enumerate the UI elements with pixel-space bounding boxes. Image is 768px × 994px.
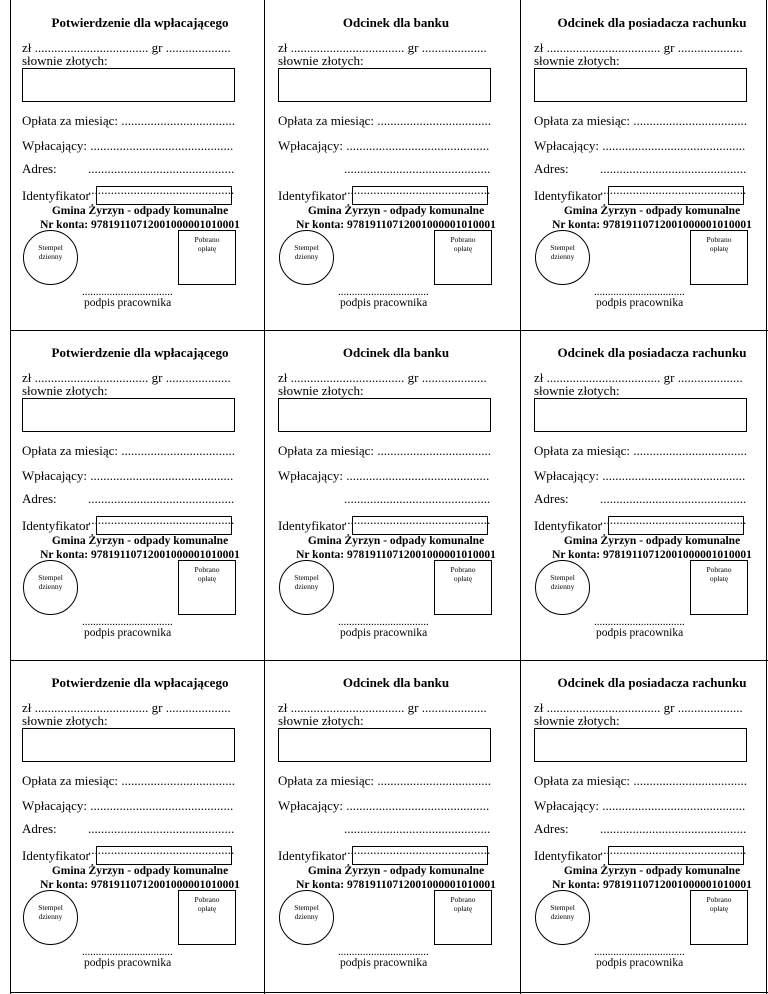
payment-coupon	[22, 330, 258, 660]
fee-collected-label-line: Pobrano	[194, 565, 220, 574]
signature-line: .................................	[594, 286, 685, 298]
address-line-2: .............................................	[344, 842, 491, 857]
payer-line: Wpłacający: ............................................	[278, 138, 490, 153]
monthly-fee-line: Opłata za miesiąc: ...................................	[534, 773, 748, 788]
payer-line: Wpłacający: ............................................	[22, 468, 234, 483]
amount-line: zł ................................... gr ....................	[534, 370, 743, 385]
account-number: Nr konta: 97819110712001000001010001	[40, 879, 240, 891]
amount-in-words-label: słownie złotych:	[278, 383, 364, 398]
fee-collected-box	[434, 560, 492, 615]
amount-in-words-field[interactable]	[22, 68, 235, 102]
account-number: Nr konta: 97819110712001000001010001	[296, 879, 496, 891]
address-line-1: .............................................	[600, 491, 747, 506]
amount-in-words-label: słownie złotych:	[22, 53, 108, 68]
monthly-fee-line: Opłata za miesiąc: ...................................	[22, 443, 236, 458]
amount-in-words-field[interactable]	[22, 728, 235, 762]
stamp-label-line: dzienny	[38, 582, 63, 591]
address-label: Adres:	[22, 161, 57, 176]
address-label: Adres:	[534, 491, 569, 506]
signature-line: .................................	[338, 616, 429, 628]
identifier-field[interactable]	[96, 846, 232, 865]
account-number: Nr konta: 97819110712001000001010001	[296, 219, 496, 231]
signature-line: .................................	[594, 946, 685, 958]
amount-in-words-label: słownie złotych:	[22, 713, 108, 728]
identifier-label: Identyfikator	[22, 188, 90, 203]
amount-in-words-field[interactable]	[278, 728, 491, 762]
signature-line: .................................	[82, 946, 173, 958]
fee-collected-label-line: opłatę	[453, 574, 473, 583]
payment-coupon	[534, 330, 768, 660]
address-line-1: .............................................	[344, 161, 491, 176]
fee-collected-label-line: Pobrano	[194, 235, 220, 244]
fee-collected-box	[178, 230, 236, 285]
identifier-field[interactable]	[96, 516, 232, 535]
signature-label: podpis pracownika	[340, 957, 428, 969]
identifier-field[interactable]	[608, 516, 744, 535]
payment-coupon	[278, 0, 514, 330]
address-line-2: .............................................	[344, 182, 491, 197]
identifier-field[interactable]	[352, 186, 488, 205]
stamp-label-line: dzienny	[38, 912, 63, 921]
daily-stamp-circle	[535, 560, 590, 615]
address-line-1: .............................................	[88, 491, 235, 506]
fee-collected-box	[690, 890, 748, 945]
fee-collected-box	[434, 230, 492, 285]
signature-label: podpis pracownika	[84, 957, 172, 969]
stamp-label-line: Stempel	[38, 243, 63, 252]
monthly-fee-line: Opłata za miesiąc: ...................................	[534, 113, 748, 128]
fee-collected-label-line: Pobrano	[194, 895, 220, 904]
address-line-2: .............................................	[344, 512, 491, 527]
stamp-label-line: dzienny	[38, 252, 63, 261]
fee-collected-box	[690, 560, 748, 615]
identifier-field[interactable]	[352, 516, 488, 535]
daily-stamp-circle	[279, 560, 334, 615]
account-number: Nr konta: 97819110712001000001010001	[552, 219, 752, 231]
title-bank-copy: Odcinek dla banku	[342, 675, 450, 690]
stamp-label-line: dzienny	[294, 912, 319, 921]
daily-stamp-circle	[535, 230, 590, 285]
signature-label: podpis pracownika	[84, 627, 172, 639]
column-border	[520, 0, 521, 994]
monthly-fee-line: Opłata za miesiąc: ...................................	[22, 773, 236, 788]
address-line-1: .............................................	[88, 821, 235, 836]
title-payer-confirmation: Potwierdzenie dla wpłacającego	[51, 345, 229, 360]
identifier-field[interactable]	[352, 846, 488, 865]
payment-coupon	[534, 0, 768, 330]
account-number: Nr konta: 97819110712001000001010001	[296, 549, 496, 561]
stamp-label-line: Stempel	[550, 243, 575, 252]
address-label: Adres:	[534, 161, 569, 176]
payment-coupon	[22, 660, 258, 990]
amount-line: zł ................................... gr ....................	[534, 700, 743, 715]
amount-in-words-label: słownie złotych:	[278, 713, 364, 728]
amount-in-words-field[interactable]	[22, 398, 235, 432]
column-border	[264, 0, 265, 994]
address-line-1: .............................................	[344, 491, 491, 506]
identifier-label: Identyfikator	[278, 188, 346, 203]
fee-collected-label-line: opłatę	[197, 244, 217, 253]
title-payer-confirmation: Potwierdzenie dla wpłacającego	[51, 15, 229, 30]
fee-collected-label-line: opłatę	[709, 904, 729, 913]
address-line-2: .............................................	[88, 182, 235, 197]
account-number: Nr konta: 97819110712001000001010001	[40, 549, 240, 561]
stamp-label-line: dzienny	[294, 582, 319, 591]
payee-name: Gmina Żyrzyn - odpady komunalne	[563, 865, 741, 877]
identifier-label: Identyfikator	[534, 188, 602, 203]
amount-line: zł ................................... gr ....................	[22, 700, 231, 715]
stamp-label-line: Stempel	[550, 903, 575, 912]
address-line-2: .............................................	[600, 842, 747, 857]
address-line-2: .............................................	[88, 842, 235, 857]
title-account-holder-copy: Odcinek dla posiadacza rachunku	[557, 675, 747, 690]
daily-stamp-circle	[535, 890, 590, 945]
identifier-label: Identyfikator	[22, 518, 90, 533]
monthly-fee-line: Opłata za miesiąc: ...................................	[278, 113, 492, 128]
fee-collected-label-line: opłatę	[453, 904, 473, 913]
address-line-1: .............................................	[88, 161, 235, 176]
payee-name: Gmina Żyrzyn - odpady komunalne	[307, 205, 485, 217]
payer-line: Wpłacający: ............................................	[534, 798, 746, 813]
amount-line: zł ................................... gr ....................	[22, 40, 231, 55]
stamp-label-line: dzienny	[294, 252, 319, 261]
column-border	[10, 0, 11, 994]
payment-coupon	[534, 660, 768, 990]
identifier-label: Identyfikator	[278, 848, 346, 863]
account-number: Nr konta: 97819110712001000001010001	[552, 549, 752, 561]
fee-collected-label-line: opłatę	[197, 904, 217, 913]
title-bank-copy: Odcinek dla banku	[342, 345, 450, 360]
stamp-label-line: Stempel	[550, 573, 575, 582]
stamp-label-line: Stempel	[294, 903, 319, 912]
identifier-field[interactable]	[96, 186, 232, 205]
daily-stamp-circle	[279, 890, 334, 945]
signature-line: .................................	[594, 616, 685, 628]
address-line-1: .............................................	[344, 821, 491, 836]
amount-line: zł ................................... gr ....................	[278, 40, 487, 55]
payee-name: Gmina Żyrzyn - odpady komunalne	[307, 535, 485, 547]
title-account-holder-copy: Odcinek dla posiadacza rachunku	[557, 345, 747, 360]
amount-in-words-label: słownie złotych:	[22, 383, 108, 398]
identifier-field[interactable]	[608, 186, 744, 205]
fee-collected-label-line: Pobrano	[450, 235, 476, 244]
fee-collected-label-line: Pobrano	[450, 565, 476, 574]
title-payer-confirmation: Potwierdzenie dla wpłacającego	[51, 675, 229, 690]
fee-collected-box	[178, 560, 236, 615]
monthly-fee-line: Opłata za miesiąc: ...................................	[534, 443, 748, 458]
payment-coupon	[278, 660, 514, 990]
fee-collected-box	[178, 890, 236, 945]
stamp-label-line: dzienny	[550, 252, 575, 261]
identifier-label: Identyfikator	[534, 518, 602, 533]
payer-line: Wpłacający: ............................................	[278, 468, 490, 483]
payment-coupon	[22, 0, 258, 330]
address-line-2: .............................................	[600, 182, 747, 197]
fee-collected-label-line: opłatę	[453, 244, 473, 253]
fee-collected-label-line: Pobrano	[706, 895, 732, 904]
stamp-label-line: Stempel	[294, 573, 319, 582]
fee-collected-label-line: opłatę	[709, 244, 729, 253]
account-number: Nr konta: 97819110712001000001010001	[552, 879, 752, 891]
address-label: Adres:	[22, 821, 57, 836]
amount-in-words-label: słownie złotych:	[534, 713, 620, 728]
fee-collected-label-line: Pobrano	[450, 895, 476, 904]
stamp-label-line: dzienny	[550, 582, 575, 591]
row-border	[10, 992, 768, 993]
account-number: Nr konta: 97819110712001000001010001	[40, 219, 240, 231]
payee-name: Gmina Żyrzyn - odpady komunalne	[51, 205, 229, 217]
address-label: Adres:	[22, 491, 57, 506]
address-line-1: .............................................	[600, 161, 747, 176]
signature-label: podpis pracownika	[596, 297, 684, 309]
address-line-2: .............................................	[88, 512, 235, 527]
fee-collected-label-line: Pobrano	[706, 565, 732, 574]
amount-in-words-field[interactable]	[278, 68, 491, 102]
payment-coupon	[278, 330, 514, 660]
payee-name: Gmina Żyrzyn - odpady komunalne	[563, 205, 741, 217]
signature-line: .................................	[338, 946, 429, 958]
identifier-label: Identyfikator	[534, 848, 602, 863]
amount-in-words-field[interactable]	[534, 398, 747, 432]
fee-collected-label-line: opłatę	[197, 574, 217, 583]
signature-line: .................................	[82, 286, 173, 298]
amount-line: zł ................................... gr ....................	[278, 700, 487, 715]
amount-in-words-label: słownie złotych:	[534, 53, 620, 68]
payer-line: Wpłacający: ............................................	[22, 798, 234, 813]
monthly-fee-line: Opłata za miesiąc: ...................................	[22, 113, 236, 128]
signature-label: podpis pracownika	[340, 297, 428, 309]
monthly-fee-line: Opłata za miesiąc: ...................................	[278, 443, 492, 458]
address-label: Adres:	[534, 821, 569, 836]
fee-collected-box	[690, 230, 748, 285]
payer-line: Wpłacający: ............................................	[22, 138, 234, 153]
identifier-label: Identyfikator	[278, 518, 346, 533]
address-line-1: .............................................	[600, 821, 747, 836]
stamp-label-line: dzienny	[550, 912, 575, 921]
signature-line: .................................	[338, 286, 429, 298]
amount-in-words-label: słownie złotych:	[278, 53, 364, 68]
signature-line: .................................	[82, 616, 173, 628]
payee-name: Gmina Żyrzyn - odpady komunalne	[307, 865, 485, 877]
amount-in-words-field[interactable]	[534, 728, 747, 762]
fee-collected-box	[434, 890, 492, 945]
payer-line: Wpłacający: ............................................	[278, 798, 490, 813]
stamp-label-line: Stempel	[294, 243, 319, 252]
signature-label: podpis pracownika	[340, 627, 428, 639]
daily-stamp-circle	[23, 890, 78, 945]
payee-name: Gmina Żyrzyn - odpady komunalne	[51, 865, 229, 877]
amount-line: zł ................................... gr ....................	[534, 40, 743, 55]
amount-line: zł ................................... gr ....................	[278, 370, 487, 385]
amount-in-words-field[interactable]	[278, 398, 491, 432]
fee-collected-label-line: opłatę	[709, 574, 729, 583]
daily-stamp-circle	[23, 560, 78, 615]
title-account-holder-copy: Odcinek dla posiadacza rachunku	[557, 15, 747, 30]
address-line-2: .............................................	[600, 512, 747, 527]
amount-in-words-field[interactable]	[534, 68, 747, 102]
amount-line: zł ................................... gr ....................	[22, 370, 231, 385]
fee-collected-label-line: Pobrano	[706, 235, 732, 244]
title-bank-copy: Odcinek dla banku	[342, 15, 450, 30]
daily-stamp-circle	[279, 230, 334, 285]
monthly-fee-line: Opłata za miesiąc: ...................................	[278, 773, 492, 788]
signature-label: podpis pracownika	[596, 957, 684, 969]
identifier-label: Identyfikator	[22, 848, 90, 863]
daily-stamp-circle	[23, 230, 78, 285]
identifier-field[interactable]	[608, 846, 744, 865]
payer-line: Wpłacający: ............................................	[534, 138, 746, 153]
signature-label: podpis pracownika	[84, 297, 172, 309]
payee-name: Gmina Żyrzyn - odpady komunalne	[563, 535, 741, 547]
amount-in-words-label: słownie złotych:	[534, 383, 620, 398]
payee-name: Gmina Żyrzyn - odpady komunalne	[51, 535, 229, 547]
payer-line: Wpłacający: ............................................	[534, 468, 746, 483]
stamp-label-line: Stempel	[38, 903, 63, 912]
stamp-label-line: Stempel	[38, 573, 63, 582]
signature-label: podpis pracownika	[596, 627, 684, 639]
